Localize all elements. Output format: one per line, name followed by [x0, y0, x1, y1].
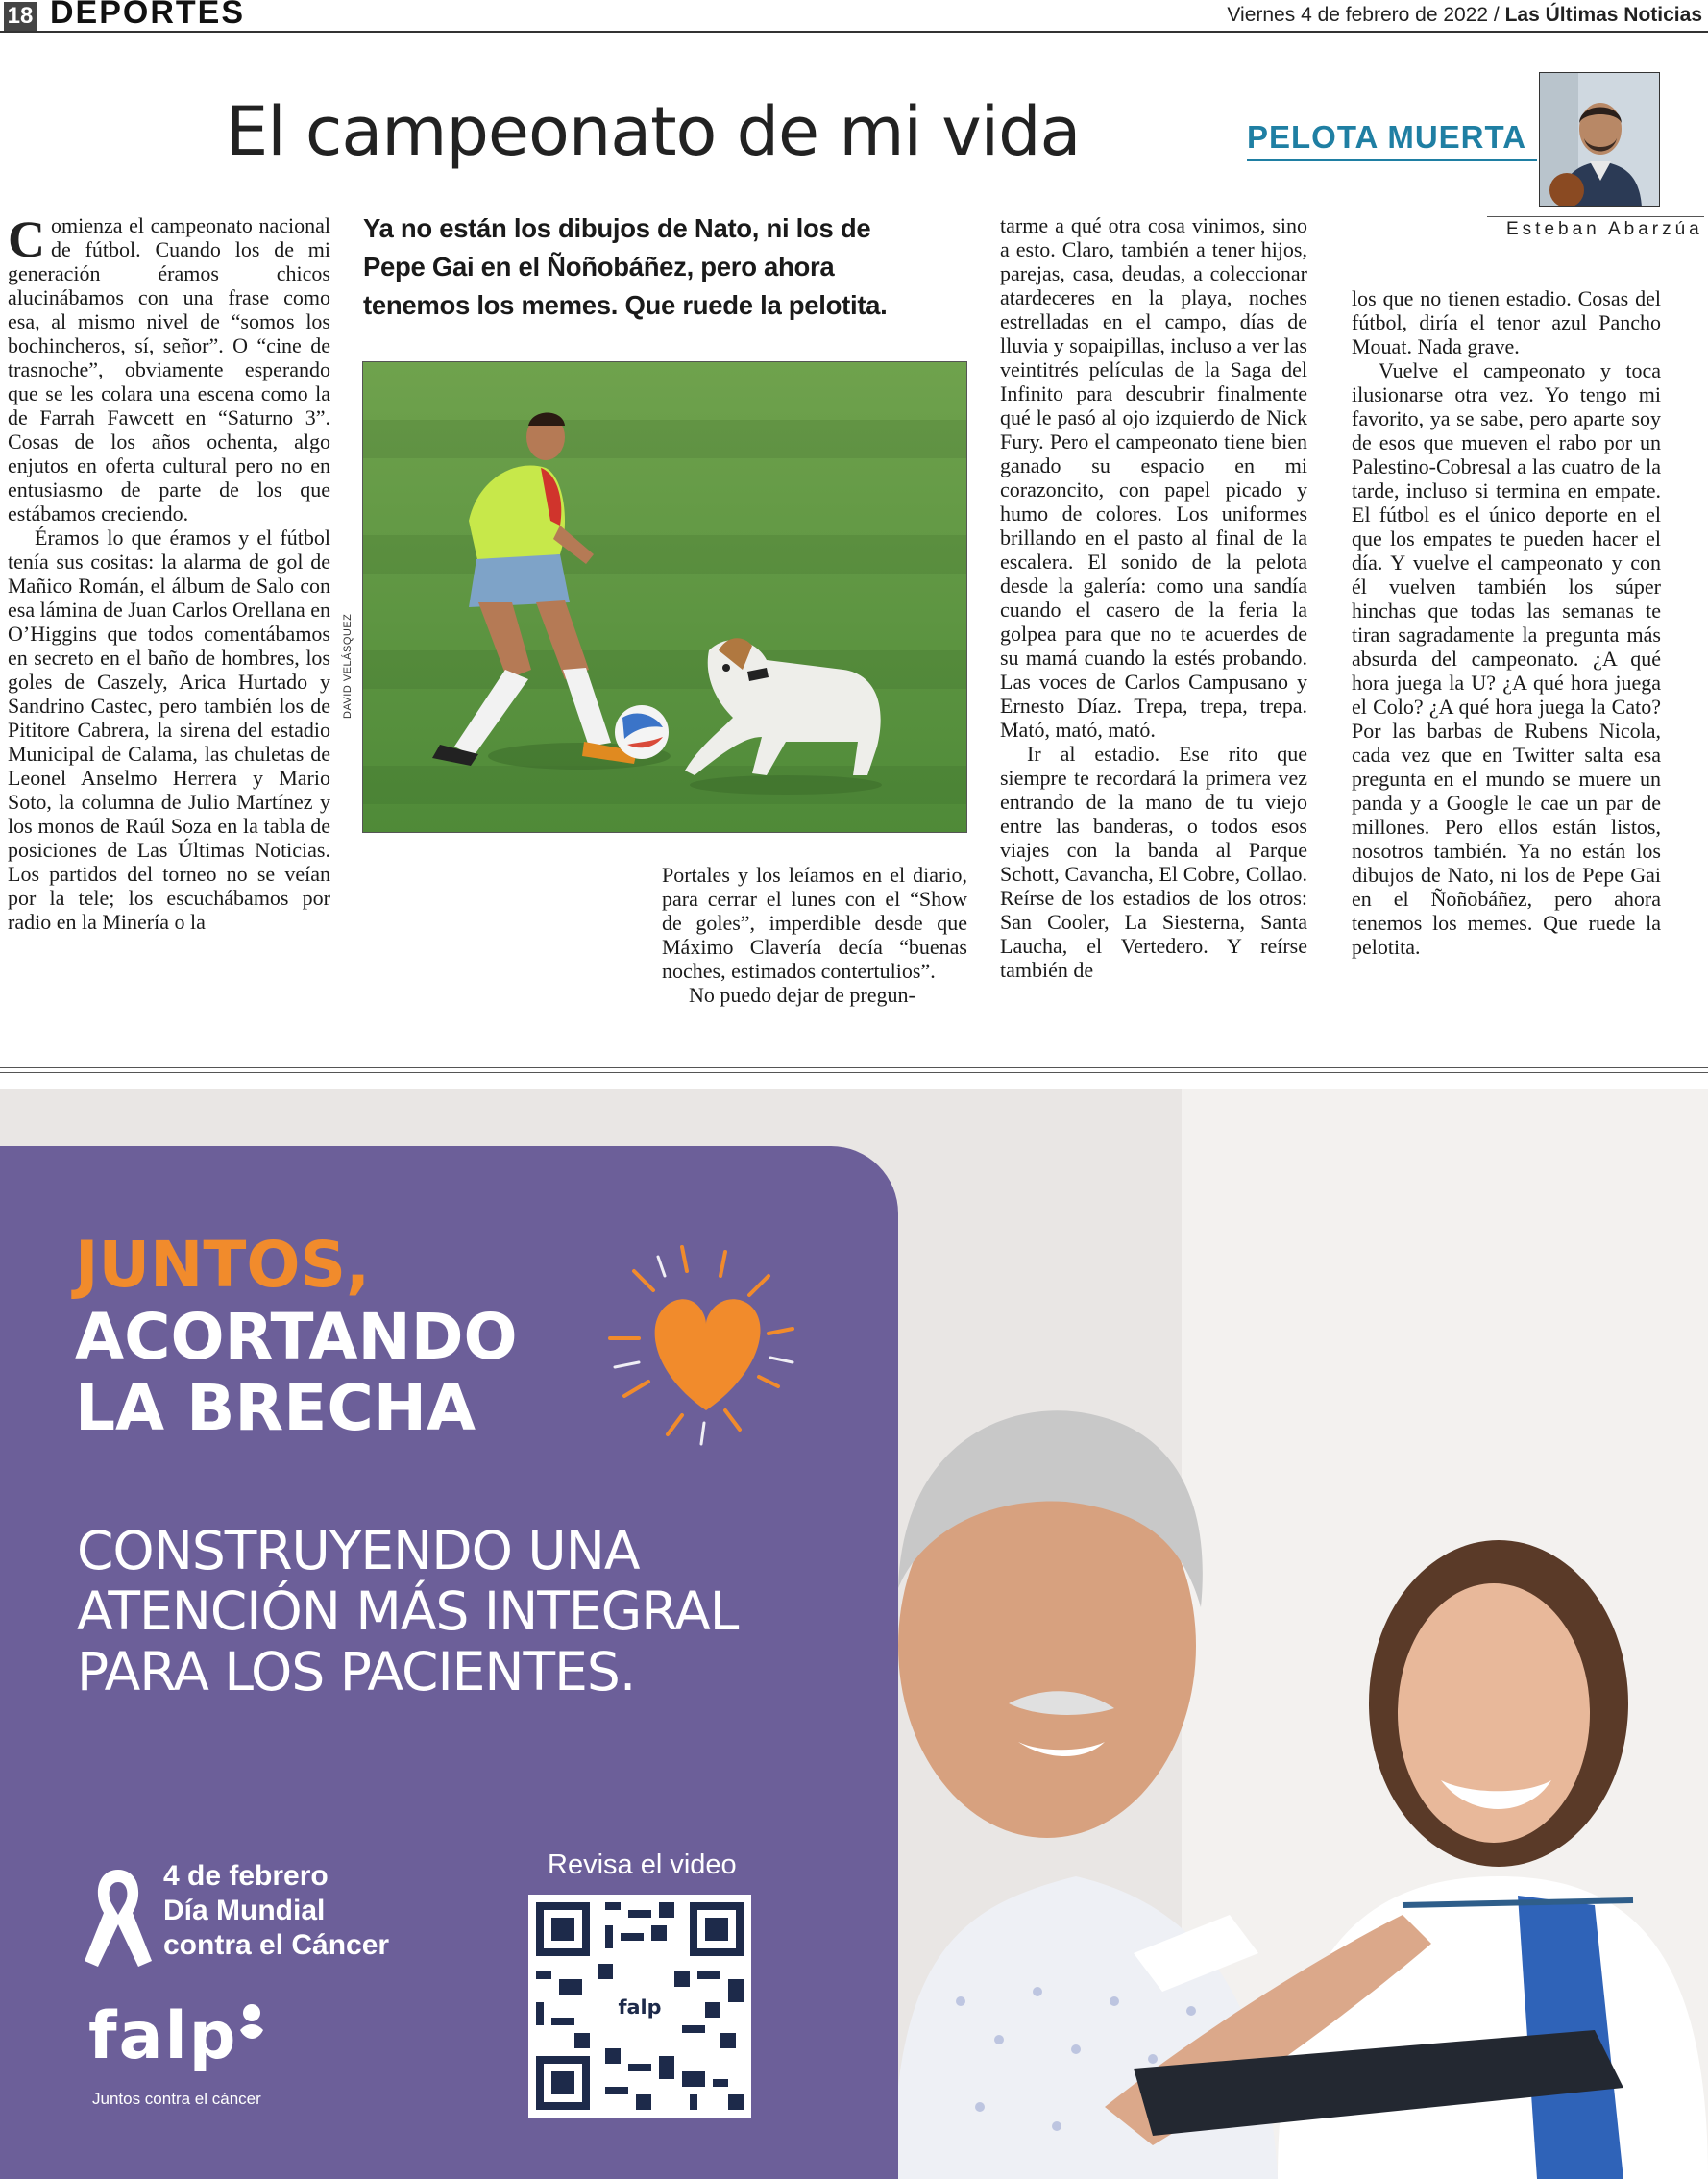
- paragraph: Comienza el campeonato nacional de fútbol. Cuando los de mi generación éramos chicos alucinábamos con una frase como esa, al mismo nivel de “somos los bochincheros, sí, señor”. O “cine de trasnoche”, obviamente esperando que se les colara una escena como la de Farrah Fawcett en “Saturno 3”. Cosas de los años ochenta, algo enjutos en oferta cultural pero no en entusiasmo de parte de los que estábamos creciendo.: [8, 210, 330, 526]
- pull-quote: Ya no están los dibujos de Nato, ni los de Pepe Gai en el Ñoñobáñez, pero ahora tenemos los memes. Que ruede la pelotita.: [363, 213, 888, 320]
- photo-credit: DAVID VELÁSQUEZ: [342, 613, 354, 719]
- article-title: El campeonato de mi vida: [226, 92, 1081, 171]
- ad-subheadline-1: CONSTRUYENDO UNA: [77, 1520, 640, 1581]
- ad-headline-2: ACORTANDO: [75, 1300, 518, 1374]
- section-divider: [0, 1072, 1708, 1073]
- ad-headline-3: LA BRECHA: [75, 1371, 476, 1445]
- paragraph: Éramos lo que éramos y el fútbol tenía sus cositas: la alarma de gol de Mañico Román, el álbum de Salo con esa lámina de Juan Carlos Orellana en O’Higgins que todos comentábamos en secreto en el baño de hombres, los goles de Caszely, Arica Hurtado y Sandrino Castec, pero también los de Pititore Cabrera, la sirena del estadio Municipal de Calama, las chuletas de Leonel Anselmo Herrera y Mario Soto, la columna de Julio Martínez y los monos de Raúl Soza en la tabla de posiciones de Las Últimas Noticias. Los partidos del torneo no se veían por la tele; los escuchábamos por radio en la Minería o la: [8, 526, 330, 934]
- ad-date-text: 4 de febrero Día Mundial contra el Cáncer: [163, 1860, 390, 1961]
- page-number: 18: [4, 2, 37, 31]
- heart-icon: [605, 1242, 817, 1463]
- ad-subheadline-2: ATENCIÓN MÁS INTEGRAL: [77, 1580, 739, 1642]
- paragraph: No puedo dejar de pregun-: [689, 983, 915, 1007]
- ad-headline-1: JUNTOS,: [75, 1228, 371, 1302]
- article-column-2: [662, 863, 967, 1007]
- brand-tagline: Juntos contra el cáncer: [92, 2090, 261, 2108]
- column-rule: [1247, 159, 1537, 161]
- article-column-3: [1000, 213, 1307, 982]
- article-column-1: [8, 210, 330, 934]
- author-name: Esteban Abarzúa: [1506, 219, 1703, 239]
- paragraph: Portales y los leíamos en el diario, para cerrar el lunes con el “Show de goles”, imperdible desde que Máximo Clavería decía “buenas noches, estimados contertulios”.: [662, 863, 967, 983]
- article-photo: [362, 361, 967, 833]
- page-header: [0, 0, 1708, 33]
- paragraph: tarme a qué otra cosa vinimos, sino a esto. Claro, también a tener hijos, parejas, casa, deudas, a coleccionar atardeceres en la playa, noches estrelladas en el campo, días de lluvia y sopaipillas, incluso a ver las veintitrés películas de la Saga del Infinito para descubrir finalmente qué le pasó al ojo izquierdo de Nick Fury. Pero el campeonato tiene bien ganado su espacio en mi corazoncito, con papel picado y humo de colores. Los uniformes brillando en el pasto al final de la escalera. El sonido de la pelota desde la galería: como una sandía cuando el casero de la feria la golpea para que no te acuerdes de su mamá cuando la estés probando. Las voces de Carlos Campusano y Ernesto Díaz. Trepa, trepa, trepa. Mató, mató, mató.: [1000, 213, 1307, 742]
- column-name: PELOTA MUERTA: [1247, 119, 1527, 155]
- svg-text:falp: falp: [618, 1995, 662, 2019]
- video-label: Revisa el video: [548, 1849, 737, 1880]
- dateline: Viernes 4 de febrero de 2022 / Las Últimas Noticias: [1227, 4, 1702, 26]
- brand-logo-text: falp: [88, 1998, 238, 2074]
- newspaper-name: Las Últimas Noticias: [1504, 4, 1702, 26]
- paragraph: Vuelve el campeonato y toca ilusionarse otra vez. Yo tengo mi favorito, ya se sabe, pero aparte soy de esos que mueven el rabo por un Palestino-Cobresal a las cuatro de la tarde, incluso si termina en empate. El fútbol es el único deporte en el que los empates te pueden hacer el día. Y vuelve el campeonato y con él vuelven también los súper hinchas que todas las semanas te tiran sagradamente la pregunta más absurda del campeonato. ¿A qué hora juega la U? ¿A qué hora juega el Colo? ¿A qué hora juega la Cato? Por las barbas de Rubens Nicola, cada vez que en Twitter salta esa pregunta en el mundo se muere un panda y a Google le cae un par de millones. Pero ellos están listos, nosotros también. Ya no están los dibujos de Nato, ni los de Pepe Gai en el Ñoñobáñez, pero ahora tenemos los memes. Que ruede la pelotita.: [1352, 358, 1661, 959]
- paragraph: Ir al estadio. Ese rito que siempre te recordará la primera vez entrando de la mano de tu viejo entre las banderas, o todos esos viajes con la banda al Parque Schott, Cavancha, El Cobre, Collao. Reírse de los estadios de los otros: San Cooler, La Siesterna, Santa Laucha, el Vertedero. Y reírse también de: [1000, 742, 1307, 982]
- article-column-4: [1352, 286, 1661, 959]
- paragraph: los que no tienen estadio. Cosas del fútbol, diría el tenor azul Pancho Mouat. Nada grave.: [1352, 286, 1661, 358]
- issue-date: Viernes 4 de febrero de 2022: [1227, 4, 1489, 26]
- author-photo: [1539, 72, 1660, 207]
- section-name: DEPORTES: [50, 0, 246, 31]
- section-divider: [0, 1067, 1708, 1068]
- author-rule: [1487, 216, 1704, 217]
- ad-subheadline-3: PARA LOS PACIENTES.: [77, 1641, 636, 1702]
- qr-code[interactable]: [528, 1895, 751, 2118]
- drop-cap: C: [8, 210, 45, 268]
- ribbon-icon: [79, 1865, 158, 1971]
